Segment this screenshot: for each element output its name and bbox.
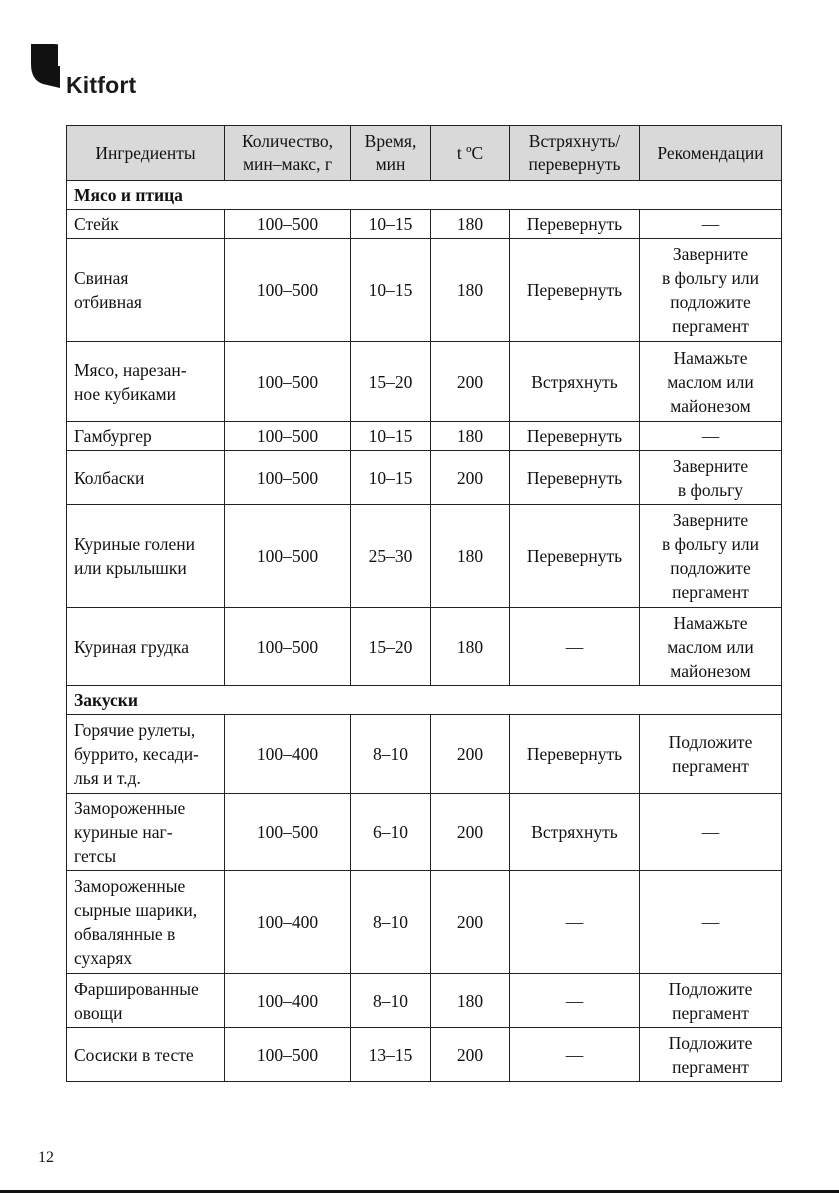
temperature-cell: 180 bbox=[431, 505, 510, 608]
temperature-cell: 180 bbox=[431, 239, 510, 342]
brand-name: Kitfort bbox=[66, 72, 137, 98]
recommendation-cell-line: в фольгу или bbox=[662, 534, 759, 554]
ingredient-cell-line: гетсы bbox=[74, 846, 117, 866]
ingredient-cell-line: Куриная грудка bbox=[74, 636, 190, 657]
temperature-cell: 200 bbox=[431, 1028, 510, 1082]
recommendation-cell-line: Намажьте bbox=[673, 347, 748, 368]
recommendation-cell bbox=[640, 871, 782, 974]
recommendation-cell-line: пергамент bbox=[672, 1002, 749, 1023]
recommendation-cell bbox=[640, 974, 782, 1028]
recommendation-cell bbox=[640, 608, 782, 686]
time-cell: 15–20 bbox=[351, 608, 431, 686]
recommendation-cell-line: Подложите bbox=[668, 732, 753, 752]
action-cell: — bbox=[510, 974, 640, 1028]
action-cell: Встряхнуть bbox=[510, 342, 640, 422]
recommendation-cell-line: маслом или bbox=[667, 636, 754, 657]
ingredient-cell-line: ное кубиками bbox=[74, 383, 176, 404]
time-cell: 8–10 bbox=[351, 715, 431, 794]
recommendation-cell-line: в фольгу или bbox=[662, 268, 759, 288]
ingredient-cell-line: Куриные голени bbox=[74, 534, 195, 554]
header-quantity: Количество, мин–макс, г bbox=[225, 126, 351, 181]
time-cell: 10–15 bbox=[351, 239, 431, 342]
action-cell: Перевернуть bbox=[510, 715, 640, 794]
table-header bbox=[67, 126, 782, 181]
ingredient-cell-line: лья и т.д. bbox=[74, 768, 141, 788]
recommendation-cell bbox=[640, 422, 782, 451]
table-row bbox=[67, 608, 782, 686]
ingredient-cell-line: Сосиски в тесте bbox=[74, 1044, 194, 1065]
recommendation-cell-line: пергамент bbox=[672, 582, 749, 602]
quantity-cell: 100–500 bbox=[225, 505, 351, 608]
recommendation-cell-line: пергамент bbox=[672, 1056, 749, 1077]
temperature-cell: 200 bbox=[431, 342, 510, 422]
action-cell: — bbox=[510, 1028, 640, 1082]
action-cell: Перевернуть bbox=[510, 451, 640, 505]
quantity-cell: 100–500 bbox=[225, 239, 351, 342]
header-recommendations: Рекомендации bbox=[640, 126, 782, 181]
cooking-table bbox=[66, 125, 782, 1082]
recommendation-cell bbox=[640, 239, 782, 342]
ingredient-cell-line: буррито, кесади- bbox=[74, 744, 199, 764]
table-row bbox=[67, 871, 782, 974]
quantity-cell: 100–500 bbox=[225, 794, 351, 871]
table-row bbox=[67, 974, 782, 1028]
page-number: 12 bbox=[38, 1149, 54, 1166]
ingredient-cell-line: Стейк bbox=[74, 214, 119, 234]
temperature-cell: 180 bbox=[431, 608, 510, 686]
temperature-cell: 200 bbox=[431, 871, 510, 974]
ingredient-cell-line: куриные наг- bbox=[74, 822, 173, 842]
quantity-cell: 100–500 bbox=[225, 1028, 351, 1082]
ingredient-cell-line: Свиная bbox=[74, 268, 129, 288]
ingredient-cell bbox=[67, 451, 225, 505]
temperature-cell: 200 bbox=[431, 451, 510, 505]
table-row bbox=[67, 505, 782, 608]
ingredient-cell bbox=[67, 342, 225, 422]
ingredient-cell bbox=[67, 210, 225, 239]
quantity-cell: 100–400 bbox=[225, 715, 351, 794]
action-cell: Встряхнуть bbox=[510, 794, 640, 871]
header-temperature: t ºC bbox=[431, 126, 510, 181]
ingredient-cell-line: сухарях bbox=[74, 948, 133, 968]
recommendation-cell-line: маслом или bbox=[667, 371, 754, 392]
recommendation-cell bbox=[640, 794, 782, 871]
recommendation-cell-line: Заверните bbox=[672, 455, 749, 476]
recommendation-cell bbox=[640, 210, 782, 239]
temperature-cell: 200 bbox=[431, 715, 510, 794]
time-cell: 8–10 bbox=[351, 974, 431, 1028]
ingredient-cell-line: овощи bbox=[74, 1002, 123, 1023]
temperature-cell: 180 bbox=[431, 422, 510, 451]
ingredient-cell-line: сырные шарики, bbox=[74, 900, 198, 920]
recommendation-cell bbox=[640, 1028, 782, 1082]
time-cell: 25–30 bbox=[351, 505, 431, 608]
time-cell: 10–15 bbox=[351, 210, 431, 239]
recommendation-cell bbox=[640, 715, 782, 794]
recommendation-cell-line: Подложите bbox=[668, 1032, 753, 1053]
header-ingredients: Ингредиенты bbox=[67, 126, 225, 181]
action-cell: — bbox=[510, 871, 640, 974]
recommendation-cell bbox=[640, 451, 782, 505]
recommendation-cell-line: пергамент bbox=[672, 316, 749, 336]
temperature-cell: 180 bbox=[431, 974, 510, 1028]
section-title: Мясо и птица bbox=[67, 181, 782, 210]
time-cell: 10–15 bbox=[351, 451, 431, 505]
recommendation-cell-line: Намажьте bbox=[673, 612, 748, 633]
time-cell: 15–20 bbox=[351, 342, 431, 422]
ingredient-cell-line: Фаршированные bbox=[74, 978, 199, 999]
ingredient-cell bbox=[67, 871, 225, 974]
recommendation-cell-line: Заверните bbox=[672, 244, 749, 264]
recommendation-cell-line: — bbox=[701, 822, 720, 842]
recommendation-cell-line: Заверните bbox=[672, 510, 749, 530]
ingredient-cell bbox=[67, 715, 225, 794]
ingredient-cell-line: Колбаски bbox=[74, 467, 145, 488]
temperature-cell: 180 bbox=[431, 210, 510, 239]
recommendation-cell-line: подложите bbox=[670, 292, 751, 312]
action-cell: Перевернуть bbox=[510, 422, 640, 451]
recommendation-cell bbox=[640, 342, 782, 422]
quantity-cell: 100–500 bbox=[225, 342, 351, 422]
action-cell: Перевернуть bbox=[510, 239, 640, 342]
ingredient-cell bbox=[67, 422, 225, 451]
section-title: Закуски bbox=[67, 686, 782, 715]
time-cell: 10–15 bbox=[351, 422, 431, 451]
table-row bbox=[67, 422, 782, 451]
recommendation-cell bbox=[640, 505, 782, 608]
action-cell: Перевернуть bbox=[510, 210, 640, 239]
brand-logo bbox=[30, 40, 160, 100]
ingredient-cell-line: отбивная bbox=[74, 292, 142, 312]
recommendation-cell-line: — bbox=[701, 426, 720, 446]
kitfort-flag-logo-icon bbox=[30, 40, 70, 98]
recommendation-cell-line: — bbox=[701, 214, 720, 234]
quantity-cell: 100–500 bbox=[225, 451, 351, 505]
ingredient-cell bbox=[67, 794, 225, 871]
ingredient-cell-line: Гамбургер bbox=[74, 426, 152, 446]
section-row bbox=[67, 181, 782, 210]
temperature-cell: 200 bbox=[431, 794, 510, 871]
action-cell: — bbox=[510, 608, 640, 686]
quantity-cell: 100–500 bbox=[225, 210, 351, 239]
time-cell: 8–10 bbox=[351, 871, 431, 974]
table-row bbox=[67, 1028, 782, 1082]
table-row bbox=[67, 715, 782, 794]
table-row bbox=[67, 794, 782, 871]
recommendation-cell-line: пергамент bbox=[672, 756, 749, 776]
ingredient-cell-line: Горячие рулеты, bbox=[74, 720, 196, 740]
ingredient-cell bbox=[67, 974, 225, 1028]
ingredient-cell-line: Замороженные bbox=[74, 798, 186, 818]
action-cell: Перевернуть bbox=[510, 505, 640, 608]
ingredient-cell bbox=[67, 1028, 225, 1082]
ingredient-cell bbox=[67, 608, 225, 686]
header-time: Время, мин bbox=[351, 126, 431, 181]
table-row bbox=[67, 210, 782, 239]
quantity-cell: 100–400 bbox=[225, 974, 351, 1028]
header-shake-flip: Встряхнуть/ перевернуть bbox=[510, 126, 640, 181]
section-row bbox=[67, 686, 782, 715]
table-row bbox=[67, 451, 782, 505]
ingredient-cell bbox=[67, 505, 225, 608]
recommendation-cell-line: Подложите bbox=[668, 978, 753, 999]
table-body bbox=[67, 181, 782, 1082]
recommendation-cell-line: — bbox=[701, 912, 720, 932]
recommendation-cell-line: в фольгу bbox=[677, 479, 744, 500]
quantity-cell: 100–400 bbox=[225, 871, 351, 974]
ingredient-cell-line: обвалянные в bbox=[74, 924, 176, 944]
time-cell: 13–15 bbox=[351, 1028, 431, 1082]
ingredient-cell-line: Мясо, нарезан- bbox=[74, 359, 187, 380]
table-row bbox=[67, 239, 782, 342]
recommendation-cell-line: подложите bbox=[670, 558, 751, 578]
recommendation-cell-line: майонезом bbox=[670, 395, 751, 416]
quantity-cell: 100–500 bbox=[225, 608, 351, 686]
ingredient-cell-line: или крылышки bbox=[74, 558, 187, 578]
ingredient-cell-line: Замороженные bbox=[74, 876, 186, 896]
quantity-cell: 100–500 bbox=[225, 422, 351, 451]
recommendation-cell-line: майонезом bbox=[670, 660, 751, 681]
table-row bbox=[67, 342, 782, 422]
ingredient-cell bbox=[67, 239, 225, 342]
time-cell: 6–10 bbox=[351, 794, 431, 871]
